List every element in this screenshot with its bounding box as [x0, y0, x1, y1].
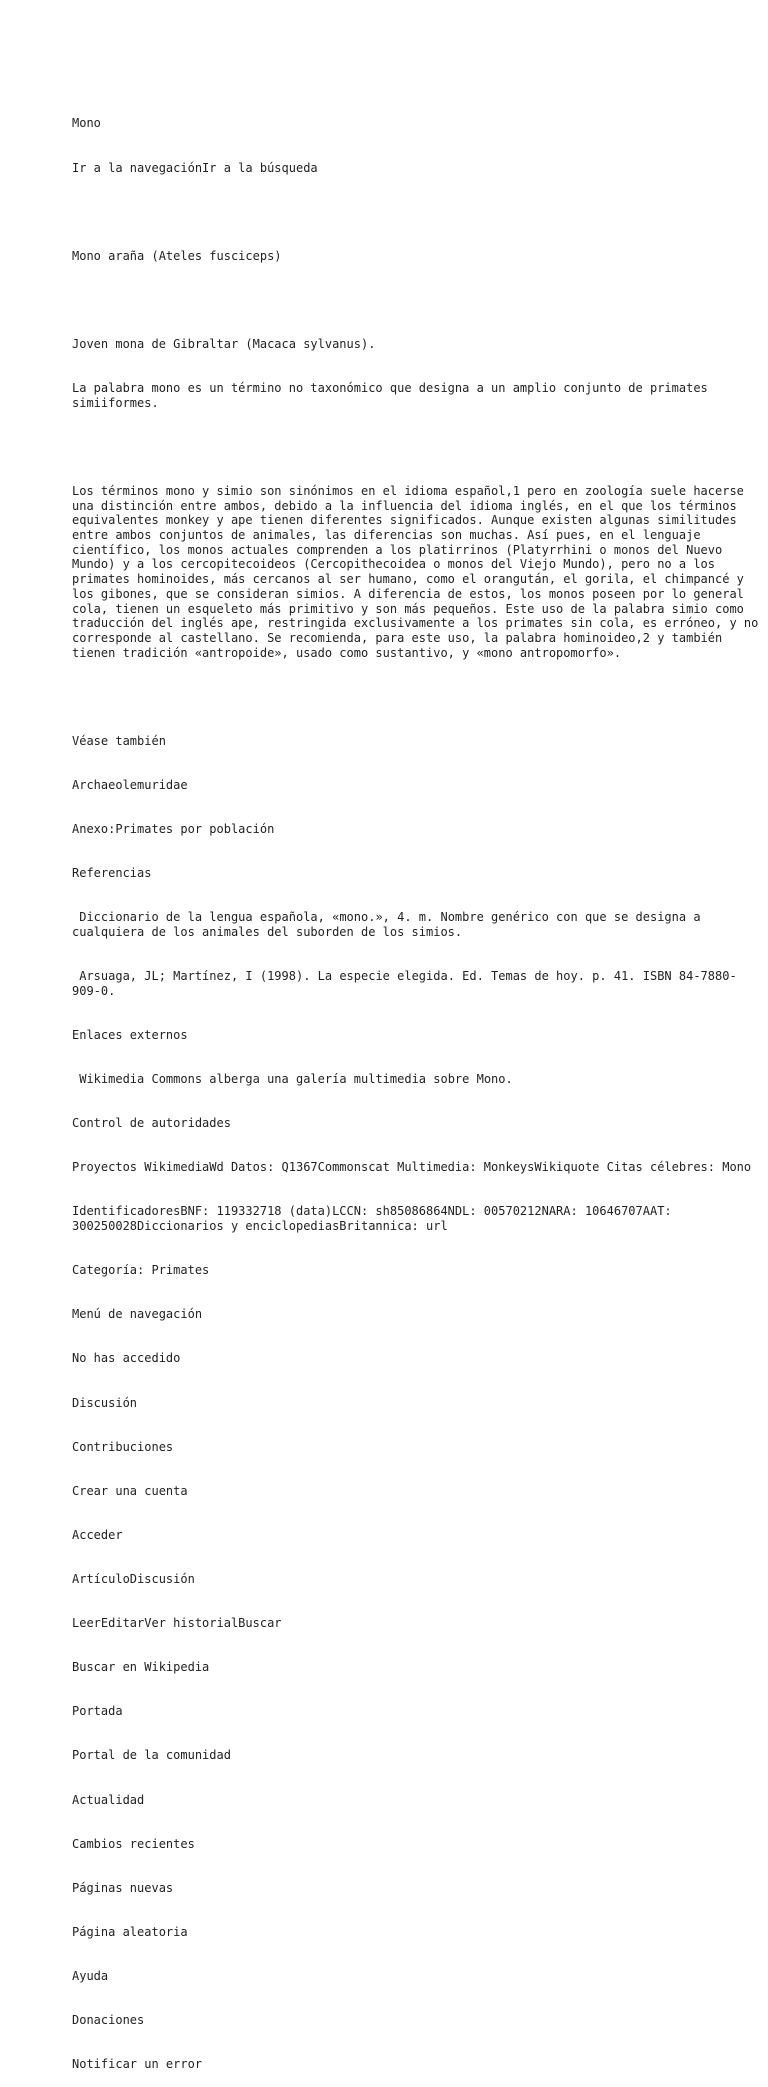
nav-link-login[interactable]: Acceder [72, 1527, 123, 1542]
body-paragraph: Los términos mono y simio son sinónimos en el idioma español,1 pero en zoología suele hacerse una distinción entre ambos, debido a la influencia del idioma inglés, en el que los términos equivalentes monkey y ape tienen diferentes significados. Aunque existen algunas similitudes entre ambos conjuntos de animales, las diferencias son muchas. Así pues, en el lenguaje científico, los monos actuales comprenden a los platirrinos (Platyrrhini o monos del Nuevo Mundo) y a los cercopitecoideos (Cercopithecoidea o monos del Viejo Mundo), pero no a los primates hominoides, más cercanos al ser humano, como el orangután, el gorila, el chimpancé y los gibones, que se consideran simios. A diferencia de estos, los monos poseen por lo general cola, tienen un esqueleto más primitivo y son más pequeños. Este uso de la palabra simio como traducción del inglés ape, restringida exclusivamente a los primates sin cola, es erróneo, y no corresponde al castellano. Se recomienda, para este uso, la palabra hominoideo,2 y también tienen tradición «antropoide», usado como sustantivo, y «mono antropomorfo». [72, 483, 766, 660]
authority-identifiers[interactable]: IdentificadoresBNF: 119332718 (data)LCCN: sh85086864NDL: 00570212NARA: 10646707AAT: 300250028Diccionarios y enciclopediasBritannica: url [72, 1204, 679, 1234]
spacer [72, 205, 762, 220]
authority-projects[interactable]: Proyectos WikimediaWd Datos: Q1367Commonscat Multimedia: MonkeysWikiquote Citas célebres: Mono [72, 1160, 752, 1175]
reference-item: Arsuaga, JL; Martínez, I (1998). La especie elegida. Ed. Temas de hoy. p. 41. ISBN 84-7880-909-0. [72, 969, 737, 998]
nav-link-recent-changes[interactable]: Cambios recientes [72, 1836, 195, 1851]
nav-link-random-page[interactable]: Página aleatoria [72, 1924, 188, 1939]
see-also-link-archaeolemuridae[interactable]: Archaeolemuridae [72, 777, 188, 792]
nav-menu-heading: Menú de navegación [72, 1307, 203, 1322]
nav-namespace-tabs[interactable]: ArtículoDiscusión [72, 1571, 195, 1586]
skip-links[interactable]: Ir a la navegaciónIr a la búsqueda [72, 160, 318, 175]
nav-link-current-events[interactable]: Actualidad [72, 1792, 145, 1807]
nav-link-report-error[interactable]: Notificar un error [72, 2057, 203, 2072]
image-caption-spider-monkey: Mono araña (Ateles fusciceps) [72, 248, 282, 263]
page-content [72, 87, 766, 2087]
spacer [72, 440, 762, 455]
not-logged-in-text: No has accedido [72, 1351, 181, 1366]
search-input[interactable]: Buscar en Wikipedia [72, 1660, 210, 1675]
see-also-link-primates-by-population[interactable]: Anexo:Primates por población [72, 822, 275, 837]
spacer [72, 293, 762, 308]
references-heading: Referencias [72, 866, 152, 881]
image-caption-gibraltar-monkey: Joven mona de Gibraltar (Macaca sylvanus). [72, 336, 376, 351]
commons-link[interactable]: Wikimedia Commons alberga una galería multimedia sobre Mono. [72, 1072, 513, 1087]
nav-link-community[interactable]: Portal de la comunidad [72, 1748, 231, 1763]
intro-paragraph: La palabra mono es un término no taxonómico que designa a un amplio conjunto de primates simiiformes. [72, 381, 715, 410]
nav-link-contributions[interactable]: Contribuciones [72, 1439, 174, 1454]
external-links-heading: Enlaces externos [72, 1027, 188, 1042]
category-link[interactable]: Categoría: Primates [72, 1263, 210, 1278]
nav-view-tabs[interactable]: LeerEditarVer historialBuscar [72, 1616, 282, 1631]
spacer [72, 690, 762, 705]
nav-link-portal[interactable]: Portada [72, 1704, 123, 1719]
nav-link-new-pages[interactable]: Páginas nuevas [72, 1880, 174, 1895]
page-title: Mono [72, 116, 101, 131]
nav-link-create-account[interactable]: Crear una cuenta [72, 1483, 188, 1498]
authority-control-heading: Control de autoridades [72, 1116, 231, 1131]
see-also-heading: Véase también [72, 733, 166, 748]
nav-link-help[interactable]: Ayuda [72, 1968, 109, 1983]
nav-link-discussion[interactable]: Discusión [72, 1395, 138, 1410]
nav-link-donate[interactable]: Donaciones [72, 2013, 145, 2028]
reference-item: Diccionario de la lengua española, «mono.», 4. m. Nombre genérico con que se designa a cualquiera de los animales del suborden de los simios. [72, 910, 708, 940]
